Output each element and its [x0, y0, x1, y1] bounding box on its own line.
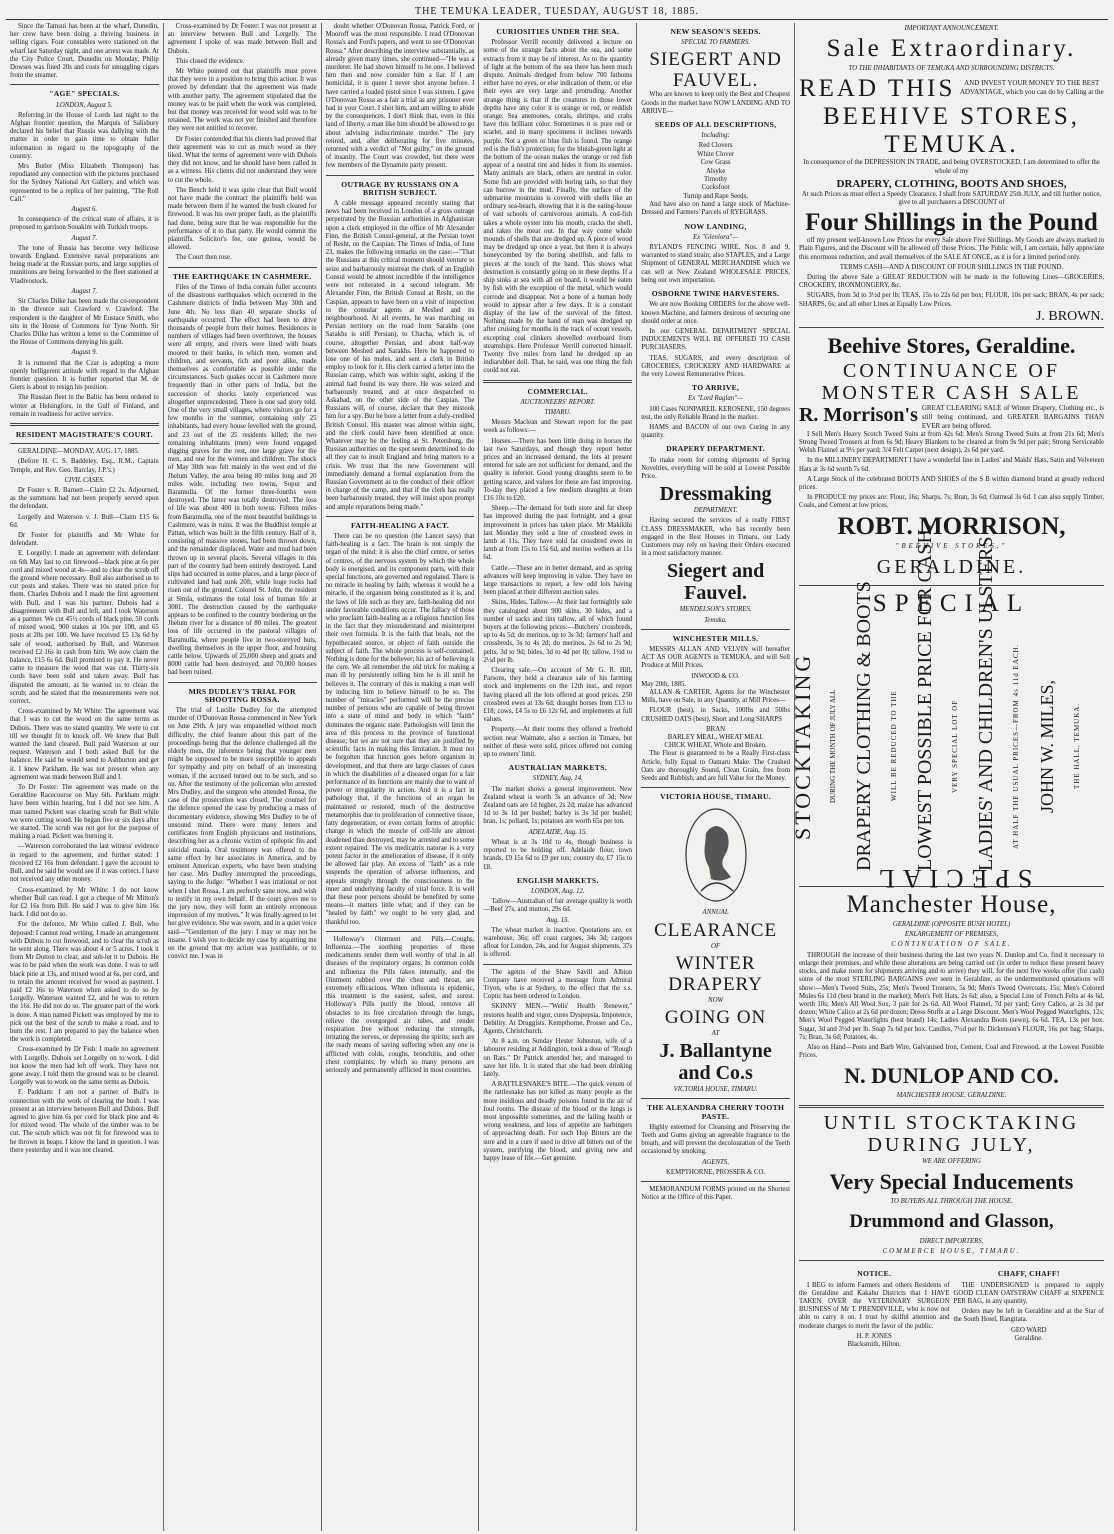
- ad-vertical-text: LOWEST POSSIBLE PRICE FOR CASH.: [913, 523, 936, 871]
- ad-heading: NEW SEASON'S SEEDS.: [670, 27, 761, 36]
- court-date: GERALDINE—MONDAY, AUG. 17, 1885.: [18, 448, 140, 456]
- article-text: Dr Foster contended that his clients had proved that their agreement was to cut as much wood as they liked. What the terms of agreement were with Dubois they did not know, and he should have been called in as a witness. His clients did not understand they were to cut the whole.: [167, 135, 317, 184]
- ad-text: Including:: [701, 132, 730, 140]
- column-3: [322, 23, 480, 1531]
- ad-firm-name: ROBT. MORRISON,: [837, 512, 1066, 540]
- dateline: TIMARU.: [544, 408, 572, 416]
- seed-item: Cocksfoot: [701, 184, 730, 192]
- ad-firm-name: Manchester House,: [846, 891, 1057, 919]
- ad-text: Highly esteemed for Cleansing and Preserving the Teeth and Gums giving an agreeable fragrance to the breath, and will prevent the decolouration of the Teeth occasioned by smoking.: [641, 1123, 790, 1156]
- ad-text: Having secured the services of a really FIRST CLASS DRESSMAKER, who has recently been engaged in the Best Houses in Timaru, our Lady Customers may rely on having their Orders executed in a most satisfactory manner.: [641, 517, 790, 558]
- ad-firm-name: N. DUNLOP AND CO.: [844, 1063, 1059, 1089]
- dateline: August 7.: [71, 234, 98, 242]
- ad-title: CONTINUANCE OF MONSTER CASH SALE: [821, 359, 1082, 404]
- ad-text: HAMS and BACON of our own Curing in any quantity.: [641, 423, 790, 440]
- article-heading: "AGE" SPECIALS.: [49, 89, 120, 99]
- article-heading: ENGLISH MARKETS.: [516, 875, 599, 885]
- ad-heading: VICTORIA HOUSE, TIMARU.: [660, 792, 771, 802]
- ad-firm-name: R. Morrison's: [798, 403, 918, 426]
- column-5: [637, 23, 795, 1531]
- ad-text: ENLARGEMENT OF PREMISES,: [904, 931, 999, 939]
- ad-subheading: DRAPERY, CLOTHING, BOOTS AND SHOES,: [836, 177, 1067, 190]
- ad-text: ALLAN & CARTER, Agents for the Winchester Mills, have on Sale, in any Quantity, at Mill Prices—: [641, 689, 790, 705]
- ad-text: KEMPTHORNE, PROSSER & CO.: [666, 1168, 766, 1176]
- article-text: Cross-examined by Dr Foster: I was not present at an interview between Bull and Lorgelly. The agreement I spoke of was made between Bull and Dubois.: [167, 23, 317, 55]
- ad-text: In consequence of the DEPRESSION IN TRADE, and being OVERSTOCKED, I am determined to offer the whole of my: [803, 159, 1100, 175]
- article-heading: RESIDENT MAGISTRATE'S COURT.: [15, 429, 153, 439]
- advertisement-text: SKINNY MEN.—"Wells' Health Renewer," restores health and vigor, cures Dyspepsia, Impotence, Debility. At Druggists. Kempthorne, Prosser and Co., Agents, Christchurch.: [483, 1003, 633, 1035]
- article-text: doubt whether O'Donovan Rossa, Patrick Ford, or Mooroff was the most responsible. I read O'Donovan Rossa's and Ford's papers, and went to see O'Donovan Rossa." After describing the interview substantially, as already given many times, she continued—"He was a murderer. He had shown himself to be one. I believed him then and now consider him a liar. If I am homicidal, it is queer I never shot anyone before. I have carried a loaded pistol since I was sixteen. I gave O'Donovan Rossa as a fair a trial as any prisoner ever had in your Court. I shot him, and am willing to abide by the consequences. I don't think that, even in this land of liberty, a man like him should be allowed to go about advising indiscriminate murder." The jury retired, and, after deliberating for five minutes, returned with a verdict of "Not guilty," on the ground of insanity. The Court was crowded, but there were few members of the Dynamite party present.: [325, 23, 475, 170]
- ad-text: OF: [711, 942, 721, 950]
- ad-title: Very Special Inducements: [829, 1168, 1074, 1194]
- ad-text: In PRODUCE my prices are: Flour, 16s; Sharps, 7s; Bran, 3s 6d; Oatmeal 3s 6d. I can also supply Timber, Coals, and Cement at low prices.: [798, 494, 1105, 510]
- ad-title-inverted: SPECIAL: [870, 864, 1033, 894]
- seed-item: Red Clovers: [698, 142, 733, 150]
- columns: [6, 23, 1108, 1531]
- ad-vertical-text: WILL BE REDUCED TO THE: [890, 690, 899, 802]
- column-4: [479, 23, 637, 1531]
- ad-text: WE ARE OFFERING: [922, 1157, 981, 1165]
- ad-subheading: DEPARTMENT.: [693, 507, 738, 515]
- ad-firm-name: Drummond and Glasson,: [849, 1210, 1054, 1232]
- ad-text: DIRECT IMPORTERS,: [919, 1237, 984, 1245]
- article-text: Cattle.—These are in better demand, and as spring advances will keep improving in value. They have no large transactions to report, a few odd lots having been placed at their different auction sales.: [483, 564, 633, 597]
- seed-item: Alsyke: [705, 167, 726, 175]
- article-text: Mrs Butler (Miss Elizabeth Thompson) has repudiated any connection with the pictures purchased for the Sydney National Art Gallery, and which was represented to be a replica of her painting, "The Roll Call.": [10, 163, 159, 203]
- article-text: Lorgelly and Waterson v. J. Bull—Claim £15 6s 6d.: [10, 513, 159, 529]
- ad-text: CONTINUATION OF SALE.: [891, 941, 1012, 949]
- dateline: Aug. 15.: [546, 916, 570, 924]
- article-text: To Dr Foster: The agreement was made on the Geraldine Racecourse on May 6th. Parkham might have been within hearing, but I did not see him. A man named Pickett was clearing scrub for Bull while we were cutting wood. He began five or six days after we started. The scrub was not got for the purpose of making a road. Pickett was burning it.: [10, 784, 159, 841]
- article-text: Horses.—There has been little doing in horses the last two Saturdays, and though they report better prices and an increased demand, the lots at present entered for sale are not sufficient for demand, and the quality is inferior. Good young draughts seem to be getting scarce, and values for these are fast improving. To-day they placed a few medium draughts at from £16 10s to £20.: [483, 437, 633, 502]
- ad-text: MESSRS ALLAN AND VELVIN will hereafter ACT AS OUR AGENTS in TEMUKA, and will Sell Produce at Mill Prices.: [641, 645, 790, 670]
- article-text: For the defence, Mr White called J. Bull, who deposed: I cannot read writing. I made an arrangement with Dubois to cut firewood, and to clear the scrub as he went along. There was about 4 or 5 acres. I took it from Mr Dutton to clear, and sub-let it to Dubois. He was to be paid when the work was done. I was to sell black pine at 13s, and mixed wood at 6s, per cord, and to retain the amount received for wood as payment. I paid £2 16s to Waterson when asked to do so by Lorgelly. Waterson wanted £2, and he was to return the 16s. He did not do so. The greater part of the work is done. A man named Pickett was employed by me to pick out the best of the scrub to make a road, and to burn the rest. I am prepared to pay the balance when the work is completed.: [10, 921, 159, 1044]
- ad-text: CHICK WHEAT, Whole and Broken.: [664, 742, 767, 750]
- ad-vertical-text: STOCKTAKING: [789, 652, 815, 840]
- subheading: CIVIL CASES.: [64, 476, 105, 484]
- article-heading: OUTRAGE BY RUSSIANS ON A BRITISH SUBJECT.: [341, 179, 459, 197]
- dateline: August 6.: [71, 206, 98, 214]
- article-text: It is rumored that the Czar is adopting a more openly belligerent attitude with regard to the Afghan frontier question. It is further reported that M. de Giers is about to resign his position.: [10, 359, 159, 392]
- article-text: Dr Foster for plaintiffs and Mr White for defendant.: [10, 531, 159, 548]
- ad-title: SPECIAL: [872, 589, 1031, 617]
- ad-text: AT: [711, 1030, 720, 1038]
- chaff-ad: [954, 1265, 1105, 1349]
- article-text: Tallow—Australian of fair average quality is worth—Beef 27s, and mutton, 29s 6d.: [483, 898, 633, 914]
- ad-text: During the above Sale a GREAT REDUCTION will be made in the following Lines—GROCERIES, CROCKERY, IRONMONGERY, &c.: [798, 274, 1105, 290]
- ad-title: Dressmaking: [659, 483, 772, 506]
- ad-vertical-text: JOHN W. MILES,: [1036, 679, 1057, 813]
- ad-text: A Large Stock of the celebrated BOOTS AND SHOES of the S B within diamond brand at greatly reduced prices.: [798, 475, 1105, 492]
- article-text: Professor Verrill recently delivered a lecture on some of the strange facts about the sea, and some extracts from it may be of interest. As to the quantity of light at the bottom of the sea there has been much dispute. Animals dredged from below 700 fathoms either have no eyes, or else indication of them, or else their eyes are very large and protruding. Another strange thing is that if the creatures in those lower depths have any color it is orange or red, or reddish orange. Sea anemones, corals, shrimps, and crabs have this brilliant color. Sometimes it is pure red or scarlet, and in many specimens it inclines towards purple. Not a green or blue fish is found. The orange red is the fish's protection; for the bluish-green light at the bottom of the ocean makes the orange or red fish appear of a neutral tint and hides it from its enemies. Many animals are black, others are neutral in color. Some fish are provided with boring tails, so that they can burrow in the mud. Finally, the surface of the submarine mountains is covered with shells like an ordinary sea-beach, showing that it is the eating-house of vast schools of carnivorous animals. A cod-fish takes a whole oyster into his mouth, cracks the shell, and takes the meat out. In that way come whole mounds of shells that are dredged up. A piece of wood may be dredged up once a year, but then it is always honeycombed by the boring shellfish, and falls to pieces at the touch of the hand. This shows what destruction is constantly going on in these depths. If a ship sinks at sea with all on board, it would be eaten by fish with the exception of the metal, which would corrode and disappear. Not a bone of a human body would to appear after a few days. It is a constant display of the law of the survival of the fittest. Nothing made by the hand of man was dredged up after cruising for months in the track of ocean vessels, excepting coal clinkers shovelled overboard from steamships. Here Professor Verrill corrected himself. Twenty five miles from land he dredged up an indiarubber doll. That, he said, was one thing the fish could not eat.: [483, 39, 633, 375]
- ad-text: GREAT CLEARING SALE of Winter Drapery, Clothing etc., is still being continued, and GREATER BARGAINS THAN EVER are being offered.: [921, 403, 1105, 430]
- ad-vertical-text: DURING THE MONTH OF JULY ALL: [829, 689, 838, 803]
- ad-text: FLOUR (best), in Sacks, 100lbs and 50lbs CRUSHED OATS (best), Short and Long SHARPS: [641, 707, 790, 723]
- ad-text: Orders may be left in Geraldine and at the Star of the South Hotel, Rangitata.: [953, 1308, 1105, 1324]
- ad-text: AND INVEST YOUR MONEY TO THE BEST ADVANTAGE, which you can do by Calling at the: [959, 79, 1104, 97]
- ad-text: The Flour is guaranteed to be a Really First-class Article, fully Equal to Oamaru Make. The Crushed Oats are thoroughly Sound, Clean Grain, free from Seeds and Rubbish, and are full Value for the Money.: [641, 750, 790, 783]
- ad-text: COMMERCE HOUSE, TIMARU.: [882, 1248, 1021, 1256]
- dateline: LONDON, Aug. 12.: [530, 887, 585, 895]
- seed-list: [641, 142, 790, 201]
- ad-text: GERALDINE.: [876, 555, 1027, 578]
- ad-heading: IMPORTANT ANNOUNCEMENT.: [904, 25, 999, 32]
- ad-title: READ THIS: [798, 75, 956, 103]
- seed-item: Turnip and Rape Seeds,: [683, 192, 748, 200]
- ad-signature: J. BROWN.: [1035, 308, 1105, 324]
- advertisement-text: A RATTLESNAKE'S BITE.—The quick venom of the rattlesnake has not killed as many people as the more insidious and deadly poisons found in the air of foul rooms. The disease of the blood or the lungs is most impossible sometimes, and the failing health or wrong weakness, and loss of appetite are harbingers of approaching death. For such Hop Bitters are the sure and in a cure if used to drive all bitters out of the system, purifying the blood, and giving new and happy lease of life.—Get genuine.: [483, 1081, 633, 1162]
- ad-signature: INWOOD & CO.: [691, 672, 740, 680]
- dateline: SYDNEY, Aug. 14.: [532, 775, 583, 783]
- ad-text: GERALDINE (OPPOSITE BUSH HOTEL): [892, 921, 1011, 929]
- ad-signature: GEO WARD: [1010, 1326, 1047, 1334]
- ad-subheading: NOW LANDING,: [684, 221, 747, 231]
- ad-text: MEMORANDUM FORMS printed on the Shortest Notice at the Office of this Paper.: [641, 1186, 790, 1202]
- ad-text: NOW: [708, 996, 724, 1004]
- ad-text: In the MILLINERY DEPARTMENT I have a wonderful line in Ladies' and Maids' Hats, Satin and Velveteen Hats at 3s 6d worth 7s 6d.: [798, 457, 1105, 473]
- dateline: August 7.: [71, 287, 98, 295]
- ad-title: UNTIL STOCKTAKING DURING JULY,: [823, 1111, 1080, 1156]
- ad-text: THE UNDERSIGNED is prepared to supply GOOD CLEAN OATSTRAW CHAFF at SIXPENCE PER BAG, in any quantity.: [953, 1281, 1105, 1305]
- article-heading: MRS DUDLEY'S TRIAL FOR SHOOTING ROSSA.: [188, 686, 296, 704]
- article-text: Skins, Hides, Tallow.—At their last fortnightly sale they catalogued about 900 skins, 30 hides, and a number of sacks and tins tallow, all of which found buyers at the following prices:—Butchers' crossbreds, up to 4s 5d; do merinos, up to 3s 3d; farmers' half and crossbreds, 3s to 4s 2d; do merinos, 2s 6d to 2s 9d; pelts, 3d to 9d; hides, 3d to 4d per lb; tallow, 1½d to 2½d per lb.: [483, 599, 633, 664]
- article-heading: COMMERCIAL.: [527, 386, 589, 396]
- ad-subheading: SEEDS OF ALL DESCRIPTIONS,: [654, 120, 777, 130]
- article-text: Dr Foster v. R. Barnett—Claim £2 2s. Adjourned, as the summons had not been properly served upon the defendant.: [10, 486, 159, 511]
- dateline: August 9.: [71, 349, 98, 357]
- article-text: Cross-examined by Mr White: I do not know whether Bull can read. I got a cheque of Mr Mitton's for £2 16s from Bill. He said I was to give him 16s back. I did not do so.: [10, 886, 159, 919]
- article-text: The Russian fleet in the Baltic has been ordered to winter at Helsingfors, in the Gulf of Finland, and remain in readiness for active service.: [10, 394, 159, 418]
- ad-text: "BEEHIVE STORES,": [895, 542, 1008, 550]
- article-text: At 8 a.m. on Sunday Hester Johnston, wife of a labourer residing at Addington, took a dose of "Rough on Rats." Dr Patrick attended her, and managed to save her life. It is stated that she had been drinking lately.: [483, 1038, 633, 1078]
- dateline: LONDON, August 5.: [56, 101, 113, 109]
- ad-text: TO THE INHABITANTS OF TEMUKA AND SURROUNDING DISTRICTS.: [848, 65, 1055, 73]
- ad-text: Geraldine.: [1014, 1334, 1043, 1342]
- ad-firm-name: J. Ballantyne and Co.s: [659, 1040, 772, 1085]
- ad-text: THROUGH the increase of their business during the last two years N. Dunlop and Co. find it necessary to enlarge their premises, and while these alterations are being carried out (in order to reduce these present heavy stocks, and make room for shipments arriving and to arrive) they will, for the next five weeks offer (for cash) some of the most STERLING BARGAINS ever seen in Geraldine, as the undermentioned quotations will show:—Men's Tweed Suits, 25s; Men's Tweed Trousers, 5s 9d; Men's Tweed Overcoats, 15s; Men's Colored Moles 6s 11d (best brand in the market); Men's Felt Hats, 2s 6d; also, a Special Line of French Felts at 4s 6d, worth 10s; Men's All Wool Sox, 3 pair for 2s 6d. All Wool Flannel, 7d per yard; Grey Calico, at 2s 3d per dozen; White Calico at 2s 6d per dozen; Dress Stuffs at a Large Discount. Men's Wool Pegged Waterlights, 12s; Men's Wool Pegged Waterlights (best brand) 14s; Ladies Alexandra Boots (sewn), 6s 6d. TEA, 13s per box. Sugar, 3d and 3½d per lb. Soap 7s 6d per box. Candles, 7½d per lb. Dickenson's FLOUR, 16s per bag; Sharps, 7s; Bran, 3s 6d; Potatoes, 4s.: [798, 951, 1105, 1041]
- woman-portrait-icon: [681, 805, 751, 905]
- ad-text: And have also on hand a large stock of Machine-Dressed and Farmers' Parcels of RYEGRASS.: [641, 201, 790, 217]
- column-6: [789, 23, 1108, 1531]
- ad-text: BARLEY MEAL, WHEAT MEAL: [667, 734, 764, 742]
- article-text: Mr White pointed out that plaintiffs must prove that they were in a position to bring this action. It was proved by defendant that the agreement was made with another party. The agreement stipulated that the money was to be paid when the work was completed, but that money was received for wood sold was to be retained. The work was not yet finished and therefore they were not entitled to recover.: [167, 68, 317, 133]
- ad-title: GOING ON: [664, 1007, 767, 1029]
- subheading: AUCTIONEERS' REPORT.: [520, 398, 596, 406]
- article-text: In consequence of the critical state of affairs, it is proposed to garrison Souakim with Turkish troops.: [10, 216, 159, 232]
- article-text: This closed the evidence.: [175, 57, 245, 65]
- article-text: Cross-examined by Mr White: The agreement was that I was to cut the wood on the same terms as Dubois. There was no stated quantity. We were to cut till we thought fit to knock off. We knew that Bull wanted the land cleared. Bull paid Waterson at our request. Waterson and I both asked Bull for the balance. He said he would send to Ashburton and get it. I knew Parkham. He was not present when any agreement was made between Bull and I.: [10, 708, 159, 781]
- masthead: THE TEMUKA LEADER, TUESDAY, AUGUST 18, 1885.: [6, 4, 1108, 20]
- ad-text: Ex "Lord Raglan"—: [688, 395, 744, 403]
- ad-text: RYLAND'S FENCING WIRE, Nos. 8 and 9, warranted to stand strain; also STAPLES, and a Large Shipment of GENERAL MERCHANDISE which we can sell at New Zealand WHOLESALE PRICES, being our own importation.: [641, 244, 790, 284]
- article-text: E. Lorgelly: I made an agreement with defendant on 6th May last to cut firewood—black pine at 6s per cord and mixed wood at 4s—and to clear the scrub off the ground where necessary. Bull also authorised us to cut posts and stakes. There was no stated price for them. Charles Dubois and I made the first agreement with Bull, and I was his partner. Dubois had a disagreement with Bull and left, and I took Waterson as a partner. We cut 45½ cords of black pine, 50 cords of mixed wood, 900 stakes at 10s per 100, and 65 posts at 20s per 100. We have received £5 13s 6d by sale of wood, authorised by Bull, and Waterson received £2 16s in cash from him. We now claim the balance, £15 6s 6d. Bull promised to pay it. He never came to measure the wood that was cut. Thirty-six cords have been sold and taken away. Bull has disputed the amount, as he wanted us to clean the scrub; and he stated that the measurements were not correct.: [10, 550, 159, 706]
- ad-text: We are now Booking ORDERS for the above well-known Machine, and farmers desirous of securing one should order at once.: [641, 301, 790, 325]
- article-text: The market shows a general improvement. New Zealand wheat is worth 3s an advance of 3d; New Zealand oats are 1d higher, 2s 2d; maize has advanced 1d to 3s 1d per bushel; barley is 3s 3d per bushel; bran, 1s; pollard, 1s; potatoes are worth 65s per ton.: [483, 785, 633, 826]
- article-text: Files of the Times of India contain fuller accounts of the disastrous earthquakes which occurred in the Cashmere districts of India between May 30th and June 4th. No less than 40 separate shocks of earthquake occurred. The effect had been to drive thousands of people from their homes. Residences in numbers of villages had been overthrown, the houses were all empty, and rivers were lined with boats moored to their banks, in which men, women and children, and servants, rich and poor alike, made themselves as comfortable as possible under the circumstances. Such quakes occur in Cashmere more frequently than in other parts of India, but the succession of shocks lately experienced was altogether unprecedented. There is one sad story told. One of the very small villages, where visitors go for a few months in the summer, containing only 25 inhabitants, had every house levelled with the ground, and 23 out of the 25 residents killed; the two remaining inhabitants (men) were found engaged digging graves for the rest, one large grave for the men, and one for the women and children. The shock of May 30th was felt mainly in the west end of the Jhelum Valley, the area being 80 miles long and 20 miles wide, including two towns, Sopur and Baramulla. Of the former three-fourths were destroyed. The latter was totally destroyed. The loss of life was about 400 in both towns. Fifteen miles from Baramulla, one of the most beautiful buildings in Cashmere, was in ruins. It was the Buddhist temple at Pattan, which was built in the fifth century. Half of it, consisting of massive stones, had been thrown down, and the remainder displaced. Water and mud had been thrown up in several places. Several villages in this part of the country had been entirely destroyed. Land slips had occurred in some places, and a large piece of cultivated land had sunk 20ft, while huge rocks had risen out of the ground. Colonel St. John, the resident at Simla, estimates the total loss of human life at 3081. The destruction caused by the earthquake appears to be confined to the country bordering on the Jhelum river for a distance of 80 miles. The greatest loss of life occurred in the pastoral villages of Baramulla, where people live in two-storeyed huts, dwelling themselves in the upper floor, and housing cattle below. Upwards of 25,000 sheep and goats and 8000 cattle had been destroyed, and 70,000 houses had been ruined.: [167, 283, 317, 677]
- ad-subheading: SPECIAL TO FARMERS.: [681, 39, 751, 47]
- article-heading: FAITH-HEALING A FACT.: [350, 520, 450, 530]
- ad-subheading: OSBORNE TWINE HARVESTERS.: [651, 289, 780, 299]
- article-text: Since the Tamsui has been at the wharf, Dunedin, her crew have been doing a thriving business in selling cigars. Four constables were stationed on the wharf last Saturday night, and one arrest was made. At the City Police Court, Dunedin on Monday, Philip Dowses was fined 20s and costs for smuggling cigars from the steamer.: [10, 23, 159, 80]
- ad-title: Sale Extraordinary.: [826, 35, 1077, 63]
- ad-text: I Sell Men's Heavy Scotch Tweed Suits at from 42s 6d; Men's Strong Tweed Suits at from 21s 6d; Men's Strong Tweed Trousers at from 6s 9d; Heavy Blankets to be cleared at from 9s 9d per pair; Strong Serviceable Welsh Flannel at 9½ per yard; 3/4 Felt Carpet (next design), 2s 6d per yard.: [798, 430, 1105, 455]
- ad-heading: THE ALEXANDRA CHERRY TOOTH PASTE.: [647, 1103, 785, 1121]
- ad-text: Blacksmith, Hilton.: [847, 1340, 901, 1348]
- article-text: Clearing sale.—On account of Mr G. R. Hill, Parsons, they held a clearance sale of his farming stock and implements on the 12th inst., and report having placed all the lots offered at good prices. 250 crossbred ewes at 13s 6d; draught horses from £13 to £18; cows, £4 5s to £6 12s 6d, and implements at full values.: [483, 667, 633, 724]
- ad-text: AGENTS,: [702, 1158, 729, 1166]
- ad-text: VICTORIA HOUSE, TIMARU.: [673, 1086, 758, 1094]
- article-heading: CURIOSITIES UNDER THE SEA.: [496, 27, 620, 36]
- advertisement-text: Holloway's Ointment and Pills.—Coughs, Influenza.—The soothing properties of these medicaments render them well worthy of trial in all diseases of the respiratory organs. In common colds and influenza the Pills taken internally, and the Ointment rubbed over the chest and throat, are extremely efficacious. When influenza is epidemic, this treatment is the easiest, safest, and surest. Holloway's Pills purify the blood, remove all obstacles to its free circulation through the lungs, relieve the overgorged air tubes, and render respiration free without reducing the strength, irritating the nerves, or depressing the spirits; such are the ready means of saving suffering when any one is afflicted with colds, coughs, bronchitis, and other chest complaints, by which so many persons are seriously and permanently afflicted in most countries.: [325, 935, 475, 1074]
- ad-vertical-text: AT HALF THE USUAL PRICES—FROM 4s 11d EACH.: [1012, 643, 1021, 849]
- ad-vertical-text: VERY SPECIAL LOT OF: [951, 699, 960, 793]
- ad-text: Ex "Glenlora"—: [693, 233, 739, 241]
- article-heading: AUSTRALIAN MARKETS.: [508, 763, 607, 773]
- ad-text: I BEG to inform Farmers and others Residents of the Geraldine and Kakahu Districts that I HAVE TAKEN OVER the VETERINARY SURGEON BUSINESS of Mr T. PRENDIVILLE, who is now not able to carry it on. I trust by skilful attention and moderate charges to merit the favor of the public.: [798, 1281, 950, 1330]
- ad-firm-name: SIEGERT AND FAUVEL.: [649, 49, 782, 92]
- ad-title: WINTER DRAPERY: [668, 952, 763, 995]
- ad-title: CLEARANCE: [654, 919, 778, 941]
- ad-text: Also on Hand—Posts and Barb Wire, Galvanised Iron, Cement, Coal and Firewood, at the Lowest Possible Prices.: [798, 1043, 1105, 1060]
- ad-title: BEEHIVE STORES, TEMUKA.: [822, 103, 1081, 159]
- article-text: F. Parkham: I am not a partner of Bull's in connection with the work of clearing the bush. I was present at an interview between Bull and Dubois. Bull agreed to give him 6s per cord for black pine and 4s for mixed wood. The whole of the timber was to be cut. The scrub which was not fit for firewood was to be thrown in heaps. I know the land in question. I was there yesterday and it was not cleared.: [10, 1089, 159, 1154]
- article-text: Sir Charles Dilke has been made the co-respondent in the divorce suit Crawford v. Crawford. The respondent is the daughter of Mr Eustace Smith, who sits in the House of Commons for Tyne North. Sir Charles Dilke has written a letter to the Committee of the House of Commons denying his guilt.: [10, 298, 159, 347]
- article-text: Cross-examined by Dr Fish: I made no agreement with Lorgelly. Dubois set Lorgelly on to work. I did not know the men had left off work. They have not gone away. I told them the ground was to be cleared. Lorgelly was to work on the same terms as Dubois.: [10, 1046, 159, 1087]
- ad-text: MENDELSON'S STORES,: [679, 606, 752, 614]
- ad-heading: CHAFF, CHAFF!: [997, 1269, 1060, 1279]
- ad-text: At such Prices as must effect a Speedy Clearance. I shall from SATURDAY 25th JULY, and till further notice, give to all purchasers a DISCOUNT of: [801, 190, 1102, 207]
- ad-title: Beehive Stores, Geraldine.: [827, 332, 1076, 358]
- article-text: The Court then rose.: [175, 254, 232, 262]
- article-text: The Bench held it was quite clear that Bull would not have made the contract the plaintiffs held was made between them if he wanted the bush cleared for firewood. It was his own proper fault, as the plaintiffs had done, being sure that he was responsible for the performance of it to that party. He would commit the plaintiffs. Solicitor's fee, one guinea, would be allowed.: [167, 186, 317, 252]
- article-text: Referring in the House of Lords last night to the Afghan frontier question, the Marquis of Salisbury declared his belief that Russia was dallying with the matter in order to gain time to obtain fuller information in regard to the topography of the country.: [10, 111, 159, 160]
- seed-item: Timothy: [704, 176, 728, 184]
- ad-text: Who are known to keep only the Best and Cheapest Goods in the market have NOW LANDING AND TO ARRIVE—: [641, 91, 790, 115]
- ad-title: Four Shillings in the Pound: [805, 209, 1098, 237]
- article-text: Messrs Maclean and Stewart report for the past week as follows:—: [483, 419, 633, 435]
- ad-subheading: TO ARRIVE,: [692, 383, 740, 393]
- ad-heading: WINCHESTER MILLS.: [672, 633, 759, 643]
- ad-firm-name: Siegert and Fauvel.: [666, 560, 765, 605]
- ad-text: To make room for coming shipments of Spring Novelties, everything will be sold at Lowest Possible Price.: [641, 456, 790, 480]
- seed-item: White Clover: [697, 150, 734, 158]
- article-text: The wheat market is inactive. Quotations are, ex warehouse, 36s; off coast cargoes, 34s 3d; cargoes afloat for London, 24s, and for August shipments, 37s is offered.: [483, 926, 633, 959]
- ad-text: MANCHESTER HOUSE, GERALDINE.: [896, 1092, 1007, 1100]
- ad-text: 100 Cases NONPAREIL KEROSENE, 150 degrees test, the only Reliable Brand in the market.: [641, 405, 790, 421]
- ad-text: TEAS, SUGARS, and every description of GROCERIES, CROCKERY AND HARDWARE at the very Lowest Remunerative Prices.: [641, 354, 790, 378]
- article-text: A cable message appeared recently stating that news had been received in London of a gross outrage perpetrated by the Russian authorities in Afghanistan upon a clerk employed in the office of Mr Alexander Finn, the British Consul-general, at the Persian town of Resht, on the Caspian. The Times of India, of June 23, makes the following remarks on the case:—"That the Russians at this critical moment should venture to seize and barbarously mistreat the clerk of an English Consul would be almost incredible if the intelligence were not reiterated in a second telegram. Mr Alexander Finn, the British Consul at Resht, on the Caspian, appears to have been on a visit of inspection to the consular agents at Meshed and its neighbourhood. At all events, he was marching on Persian territory on the road from Sarakhs (one Sarakhs is still Persian), to Chacha, which is, of course, altogether Persian, and about half-way between Meshed and Sarakhs. Here he happened to lose one of his mules, and sent a clerk in British employ to look for it. His clerk carried a letter into the Russian camp, which was within sight, asking if the animal had found its way there. He was seized and barbarously treated, and at once despatched to Askabad, on the other side of the Caspian. The Russians will, of course, declare that they mistook him for a spy. But he bore a letter from a duly-credited British Consul. His master was almost within sight, and the clerk could have been identified at once. Whatever may be the feeling at St. Petersburg, the Russian authorities on the spot seem determined to do all they can to insult England and bring matters to a crisis. We trust that the new Government will immediately demand a formal explanation from the Russian Government as to the conduct of their officer in charge of the camp, and that if the clerk has really been barbarously treated, they will insist upon prompt and ample reparations being made.": [325, 200, 475, 511]
- ad-text: SUGARS, from 3d to 3½d per lb; TEAS, 15s to 22s 6d per box; FLOUR, 10s per sack; BRAN, 4s per sack; SHARPS, 6s; and all other Lines at Equally Low Prices.: [798, 292, 1105, 308]
- article-text: The tone of Russia has become very bellicose towards England. Extensive naval preparations are being made at the Russian ports, and large supplies of munitions are being forwarded to the fleet stationed at Vladivostock.: [10, 244, 159, 285]
- ad-heading: NOTICE.: [857, 1269, 892, 1279]
- notice-ad: [799, 1265, 950, 1349]
- ad-vertical-text: LADIES' AND CHILDREN'S ULSTERS: [974, 536, 997, 871]
- dateline: ADELAIDE, Aug. 15.: [528, 828, 588, 836]
- article-text: —Waterson corroborated the last witness' evidence in regard to the agreement, and further stated: I received £2 16s from defendant. I gave the account to Bull, and he said he would see if it was correct. I have not received any other money.: [10, 843, 159, 884]
- ad-vertical-text: THE HALL, TEMUKA.: [1073, 702, 1082, 789]
- ad-text: BRAN: [706, 725, 726, 733]
- ad-vertical-text: DRAPERY CLOTHING & BOOTS: [852, 581, 875, 871]
- article-text: The trial of Lucille Dudley for the attempted murder of O'Donovan Rossa commenced in New York on June 29th. A jury was empanelled without much difficulty, the chief feature about this part of the proceedings being that the defence challenged all the elderly men, the inference being that younger men might be supposed to be more susceptible to appeals for sympathy and pity on behalf of an interesting woman, if the accused turned out to be such, and so on. After the testimony of the policeman who arrested Mrs Dudley, and the surgeon who attended Rossa, the case of the prosecution was closed. The counsel for the defence opened the case by producing a mass of documentary evidence, showing Mrs Dudley to be of unsound mind. There were many letters and certificates from English physicians and institutions, describing her as a chronic victim of epileptic fits and suicidal mania. Oral testimony was offered to the same effect by her associates in America, and by eminent American experts, who have been studying her case. Mrs Dudley interrupted the proceedings, saying to the Judge: "Whether I was irrational or not when I shot Rossa, I am perfectly sane now, and wish to testify in my own behalf. If the court gives me to the jury now, they will form an entirely erroneous impression of my motives." It was finally agreed to let her give evidence. She was sworn, and in a quiet voice said—"Gentlemen of the jury: I may or may not be insane. I wish you to decide my case by acquitting me on the ground that my action was justifiable, or to convict me. I was in: [167, 707, 317, 961]
- article-text: There can be no question (the Lancet says) that faith-healing is a fact. The brain is not simply the organ of the mind: it is also the chief centre, or series of centres, of the nervous system by which the whole body is energised, and its component parts, with their special functions, are governed and regulated. There is no miracle in healing by faith; whereas it would be a miracle, if the organism being constituted as it is, and the laws of life such as they are, faith-healing did not under favorable conditions occur. The fallacy of those who proclaim faith-healing as a religious function lies in the fact that they misunderstand and misinterpret their own formula. It is the faith that heals, not the hypothecated source, or object of faith outside the subject of faith. The whole process is self-contained. Nothing is done for the believer; his act of believing is the cure. We all remember the old trick for making a man ill by persistently telling him he is ill until he believes it. The contrary of this is making a man well by inducing him to believe himself to be so. The number of "miracles" performed will be the precise number of persons who are capable of being thrown into a state of mind and body in which "faith" dominates the organic state. Pathologists will limit the area of this process to the province of functional disease; but we are not sure that they are justified by scientific facts in making this limitation. It must not be forgotten that function goes before organism in development, and that there are large classes of cases in which the disabilities of a diseased organ for a fair performance of its functions are mainly due to want of power or irregularity in action. And it is a fact in pathology that, if the functions of an organ be maintained or restored, much of the destructive metamorphis due to proliferation of connective tissue, fatty degeneration, or even certain forms of atrophic change in which the muscle of cell-life are almost deadened than destroyed, may be arrested and to some extent repaired. The vis medicatrix naturae is a very potent factor in the amelioration of disease, if it only be allowed fair play. An excess of "faith" as a rule suspends the operation of adverse influences, and appeals strongly through the consciousness to the inner and underlying faculty of vital force. It is well that these poor persons should be benefited by some means—it matters little what; and if they can be "healed by faith" we ought to be very glad, and thankful too.: [325, 532, 475, 926]
- ad-text: Temuka.: [704, 616, 727, 624]
- ad-signature: H. P. JONES: [856, 1332, 892, 1340]
- ad-text: TO BUYERS ALL THROUGH THE HOUSE.: [890, 1197, 1013, 1205]
- column-2: [164, 23, 322, 1531]
- article-text: Wheat is at 3s 10d to 4s, though business is reported to be holding off. Adelaide flour, town brands, £9 15s 6d to £9 per ton; country do, £7 15s to £8.: [483, 838, 633, 871]
- article-text: The agents of the Shaw Savill and Albion Company have received a message from Admiral Tryon, who is at Sydney, to the effect that the s.s. Coptic has been ordered to London.: [483, 968, 633, 1001]
- column-1: [6, 23, 164, 1531]
- ad-subheading: DRAPERY DEPARTMENT.: [666, 444, 765, 454]
- article-heading: THE EARTHQUAKE IN CASHMERE.: [172, 271, 312, 281]
- ad-text: In our GENERAL DEPARTMENT SPECIAL INDUCEMENTS WILL BE OFFERED TO CASH PURCHASERS.: [641, 327, 790, 352]
- ad-text: TERMS CASH—AND A DISCOUNT OF FOUR SHILLINGS IN THE POUND.: [839, 263, 1064, 271]
- ad-text: off my present well-known Low Prices for every Sale above Five Shillings. My Goods are always marked in Plain Figures, and the Discount will be allowed off those Prices. The Public will, I am certain, fully appreciate this enormous reduction, and avail themselves of the SALE AT ONCE, as it is for a limited period only.: [798, 237, 1105, 261]
- ad-date: May 20th, 1885.: [641, 680, 687, 688]
- ad-text: ANNUAL: [702, 909, 729, 917]
- seed-item: Cow Grass: [700, 159, 731, 167]
- article-text: Property.—At their rooms they offered a freehold section near Waimate, also a section in Timaru, but neither of these were sold, prices offered not coming up to owners' limit.: [483, 726, 633, 759]
- article-text: Sheep.—The demand for both store and fat sheep has improved during the past fortnight, and a great improvement in prices has taken place. Mr Makikihi last Monday they sold a line of crossbred ewes in lamb at 11s. They have sold fat crossbred ewes in lamb at from 15s to 15s 6d, and merino wethers at 11s 6d.: [483, 505, 633, 562]
- bench: (Before H. C. S. Baddeley, Esq., R.M., Captain Temple, and Rev. Geo. Barclay, J.P.'s.): [10, 458, 159, 474]
